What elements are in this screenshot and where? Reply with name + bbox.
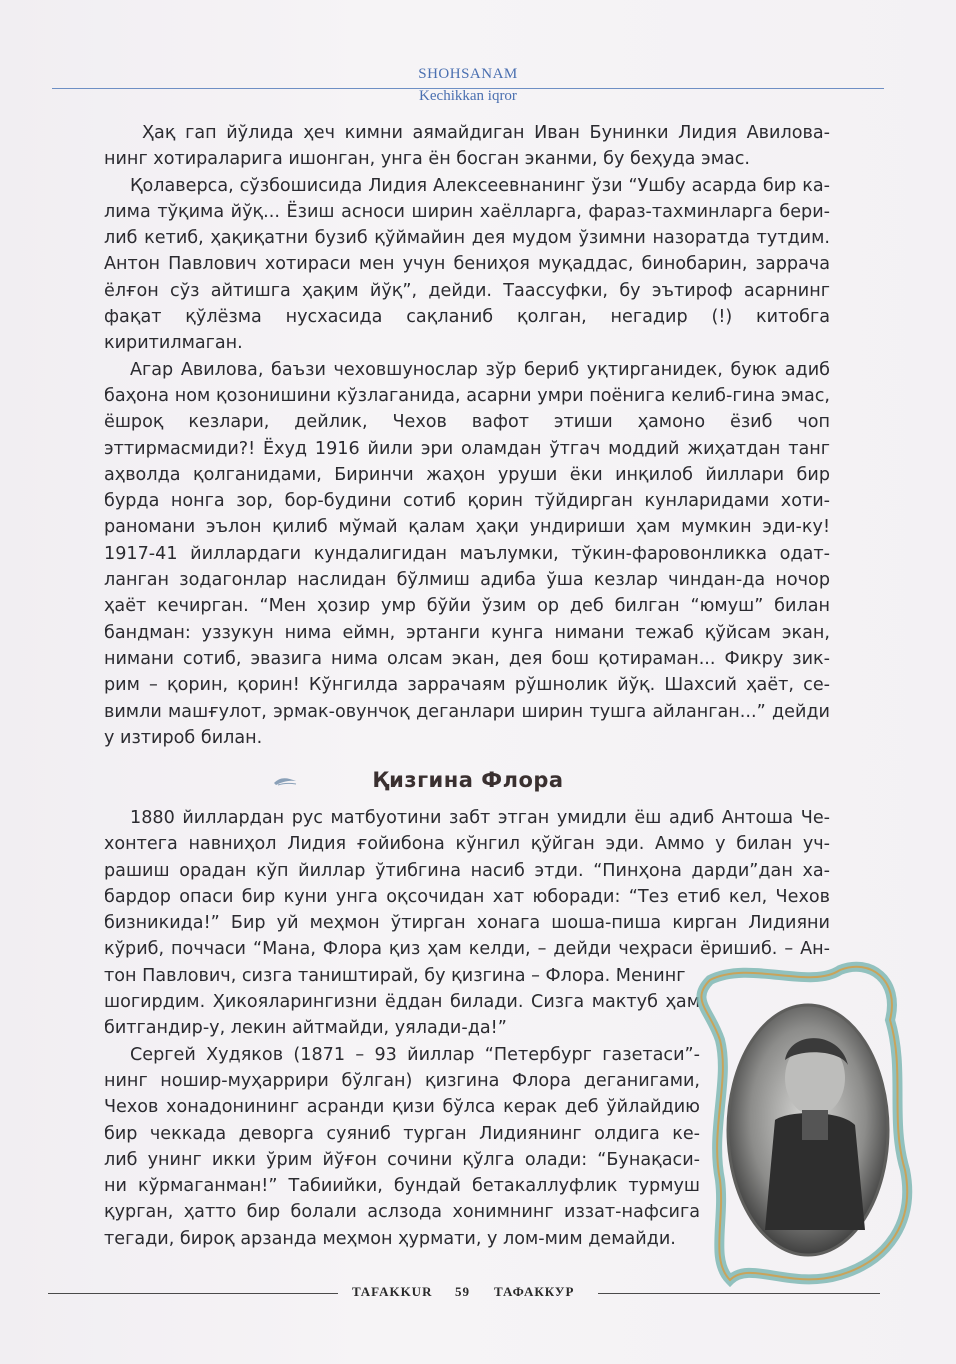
- footer-magazine-latin: TAFAKKUR: [352, 1284, 433, 1299]
- text-line: қурган, ҳатто бир болали аслзода хонимнинг иззат-нафсига: [104, 1202, 700, 1223]
- footer-magazine-cyrillic: ТАФАККУР: [494, 1284, 575, 1299]
- paragraph-text: 1880 йиллардан рус матбуотини забт этган умидли ёш адиб Антоша Че-хонтега навниҳол Лидия ғойибона кўнгил қўйган эди. Аммо у билан уч-рашиш орадан кўп йиллар ўтибгина насиб этди. “Пинҳона дарди”дан ха-бардор опаси бир куни унга оқсочидан хат юборади: “Тез етиб кел, Чехов бизникида!” Бир уй меҳмон ўтирган хонага шоша-пиша кирган Лидияни кўриб, поччаси “Мана, Флора қиз ҳам келди, – дейди чеҳраси ёришиб. – Ан-тон Павлович, сизга таништирай, бу қизгина – Флора. Менинг: [104, 808, 830, 986]
- text-line: битгандир-у, лекин айтмайди, уялади-да!”: [104, 1018, 507, 1039]
- magazine-title: SHOHSANAM: [418, 66, 518, 82]
- text-line: либ унинг икки ўрим йўғон сочини қўлга олади: “Бунақаси-: [104, 1149, 700, 1170]
- text-line: ни кўрмаганман!” Табиийки, бундай бетакаллуфлик турмуш: [104, 1176, 700, 1197]
- page-number: 59: [455, 1284, 470, 1299]
- article-body-part1: [104, 120, 830, 751]
- text-line: шогирдим. Ҳикояларингизни ёддан билади. Сизга мактуб ҳам: [104, 992, 700, 1013]
- paragraph: Агар Авилова, баъзи чеховшунослар зўр бериб уқтирганидек, буюк адиб баҳона ном қозонишини кўзлаганида, асарни умри поёнига келиб-гина эмас, ёшроқ кезлари, дейлик, Чехов вафот этиши ҳамоно ёзиб чоп эттирмасмиди?! Ёхуд 1916 йили эри оламдан ўтгач моддий жиҳатдан танг аҳволда қолганидами, Биринчи жаҳон уруши ёки инқилоб йиллари бир бурда нонга зор, бор-будини сотиб қорин тўйдирган кунларидами хоти-раномани эълон қилиб мўмай қалам ҳақи ундириши ҳам мумкин эди-ку! 1917-41 йиллардаги кундалигидан маълумки, тўкин-фаровонликка одат-ланган зодагонлар наслидан бўлмиш адиба ўша кезлар чиндан-да ночор ҳаёт кечирган. “Мен ҳозир умр бўйи ўзим ор деб билган “юмуш” билан бандман: уззукун нима еймн, эртанги кунга нимани тежаб қўйсам экан, нимани сотиб, эвазига нима олсам экан, дея бош қотираман... Фикру зик-рим – қорин, қорин! Кўнгилда заррачаям рўшнолик йўқ. Шахсий ҳаёт, се-вимли машғулот, эрмак-овунчоқ деганлари ширин тушга айланган...” дейди у изтироб билан.: [104, 359, 830, 748]
- text-line: тегади, бироқ арзанда меҳмон ҳурмати, у лом-мим демайди.: [104, 1228, 676, 1249]
- text-line: Сергей Худяков (1871 – 93 йиллар “Петербург газетаси”-: [130, 1044, 700, 1065]
- paragraph: Қолаверса, сўзбошисида Лидия Алексеевнанинг ўзи “Ушбу асарда бир ка-лима тўқима йўқ... Ёзиш асноси ширин хаёлларга, фараз-тахминларга бери-либ кетиб, ҳақиқатни бузиб қўймайин дея мудом ўзимни назоратда тутдим. Антон Павлович хотираси мен учун бениҳоя муқаддас, бинобарин, заррача ёлғон сўз айтишга ҳақим йўқ”, дейди. Таассуфки, бу эътироф асарнинг фақат қўлёзма нусхасида сақланиб қолган, негадир (!) китобга киритилмаган.: [104, 175, 830, 354]
- paragraph: Ҳақ гап йўлида ҳеч кимни аямайдиган Иван Бунинки Лидия Авилова-нинг хотираларига ишонган, унга ён босган эканми, бу беҳуда эмас.: [104, 123, 830, 170]
- footer-rule-left: [48, 1293, 338, 1294]
- text-line: нинг ношир-муҳаррири бўлган) қизгина Флора деганигами,: [104, 1070, 700, 1091]
- page-footer: [0, 1284, 956, 1304]
- text-line: Чехов хонадонининг асранди қизи бўлса керак деб ўйлайдию: [104, 1097, 700, 1118]
- article-subtitle: Kechikkan iqror: [419, 88, 517, 104]
- text-line: бир чеккада деворга суяниб турган Лидиянинг олдига ке-: [104, 1123, 700, 1144]
- portrait-photo: [690, 960, 920, 1290]
- section-title: Қизгина Флора: [372, 768, 564, 792]
- footer-rule-right: [598, 1293, 880, 1294]
